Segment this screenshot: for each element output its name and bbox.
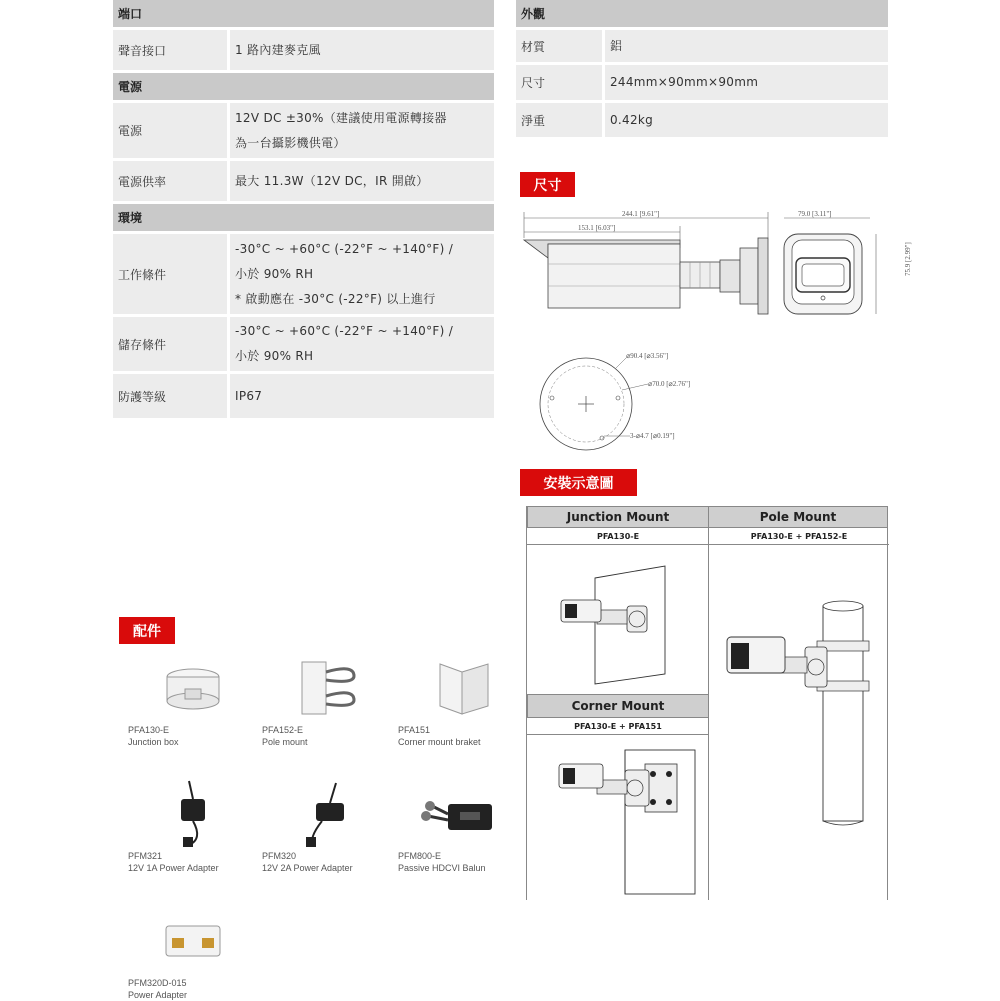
corner-mount-icon — [398, 652, 528, 724]
accessory-item — [398, 778, 528, 874]
body-length-label: 153.1 [6.03"] — [578, 224, 616, 232]
power-box-icon — [128, 905, 258, 977]
accessory-item — [398, 652, 528, 748]
audio-label: 聲音接口 — [113, 30, 227, 70]
installation-table — [526, 506, 888, 900]
accessory-item — [262, 652, 392, 748]
total-length-label: 244.1 [9.61"] — [622, 210, 660, 218]
corner-mount-drawing — [547, 746, 707, 896]
balun-icon — [398, 778, 528, 850]
accessory-item — [262, 778, 392, 874]
ports-header: 端口 — [113, 0, 494, 27]
operating-value: -30°C ~ +60°C (-22°F ~ +140°F) / 小於 90% RH * 啟動應在 -30°C (-22°F) 以上進行 — [230, 234, 494, 314]
size-label: 尺寸 — [516, 65, 602, 100]
size-value: 244mm×90mm×90mm — [605, 65, 888, 100]
weight-label: 淨重 — [516, 103, 602, 137]
power-header: 電源 — [113, 73, 494, 100]
accessory-desc: Passive HDCVI Balun — [398, 863, 486, 873]
accessory-code: PFM321 — [128, 851, 163, 861]
base-inner-label: ⌀70.0 [⌀2.76"] — [648, 380, 691, 388]
env-header: 環境 — [113, 204, 494, 231]
consumption-label: 電源供率 — [113, 161, 227, 201]
pole-mount-drawing — [723, 601, 883, 826]
appearance-header: 外觀 — [516, 0, 888, 27]
dimensions-tag: 尺寸 — [520, 172, 575, 197]
protection-value: IP67 — [230, 374, 494, 418]
accessory-desc: Corner mount braket — [398, 737, 481, 747]
audio-value: 1 路內建麥克風 — [230, 30, 494, 70]
left-spec-table — [113, 0, 494, 421]
storage-label: 儲存條件 — [113, 317, 227, 371]
accessory-item — [128, 905, 258, 1001]
front-height-label: 75.9 [2.99"] — [904, 242, 912, 276]
accessory-code: PFM800-E — [398, 851, 442, 861]
accessory-code: PFA130-E — [128, 725, 170, 735]
accessory-code: PFA151 — [398, 725, 431, 735]
accessory-item — [128, 652, 258, 748]
installation-tag: 安裝示意圖 — [520, 469, 637, 496]
junction-mount-model: PFA130-E — [527, 528, 709, 545]
accessory-item — [128, 778, 258, 874]
junction-mount-title: Junction Mount — [527, 506, 709, 528]
corner-mount-title: Corner Mount — [527, 694, 709, 718]
junction-box-icon — [128, 652, 258, 724]
power-adapter-icon — [262, 778, 392, 850]
power-adapter-icon — [128, 778, 258, 850]
junction-mount-drawing — [547, 556, 697, 686]
power-value: 12V DC ±30%（建議使用電源轉接器 為一台攝影機供電） — [230, 103, 494, 158]
consumption-value: 最大 11.3W（12V DC，IR 開啟） — [230, 161, 494, 201]
camera-side-drawing — [518, 208, 912, 328]
power-label: 電源 — [113, 103, 227, 158]
accessory-code: PFM320D-015 — [128, 978, 187, 988]
accessory-desc: 12V 2A Power Adapter — [262, 863, 353, 873]
accessory-desc: Pole mount — [262, 737, 308, 747]
protection-label: 防護等級 — [113, 374, 227, 418]
weight-value: 0.42kg — [605, 103, 888, 137]
accessory-desc: 12V 1A Power Adapter — [128, 863, 219, 873]
pole-mount-model: PFA130-E + PFA152-E — [709, 528, 889, 545]
material-label: 材質 — [516, 30, 602, 62]
holes-label: 3-⌀4.7 [⌀0.19"] — [630, 432, 675, 440]
accessory-desc: Power Adapter — [128, 990, 188, 1000]
accessory-code: PFM320 — [262, 851, 297, 861]
base-outer-label: ⌀90.4 [⌀3.56"] — [626, 352, 669, 360]
base-drawing — [526, 346, 726, 446]
pole-mount-icon — [262, 652, 392, 724]
right-spec-table — [516, 0, 888, 140]
front-width-label: 79.0 [3.11"] — [798, 210, 832, 218]
corner-mount-model: PFA130-E + PFA151 — [527, 718, 709, 735]
material-value: 鋁 — [605, 30, 888, 62]
accessory-desc: Junction box — [128, 737, 179, 747]
accessory-code: PFA152-E — [262, 725, 304, 735]
accessories-tag: 配件 — [119, 617, 175, 644]
operating-label: 工作條件 — [113, 234, 227, 314]
storage-value: -30°C ~ +60°C (-22°F ~ +140°F) / 小於 90% RH — [230, 317, 494, 371]
pole-mount-title: Pole Mount — [708, 506, 888, 528]
